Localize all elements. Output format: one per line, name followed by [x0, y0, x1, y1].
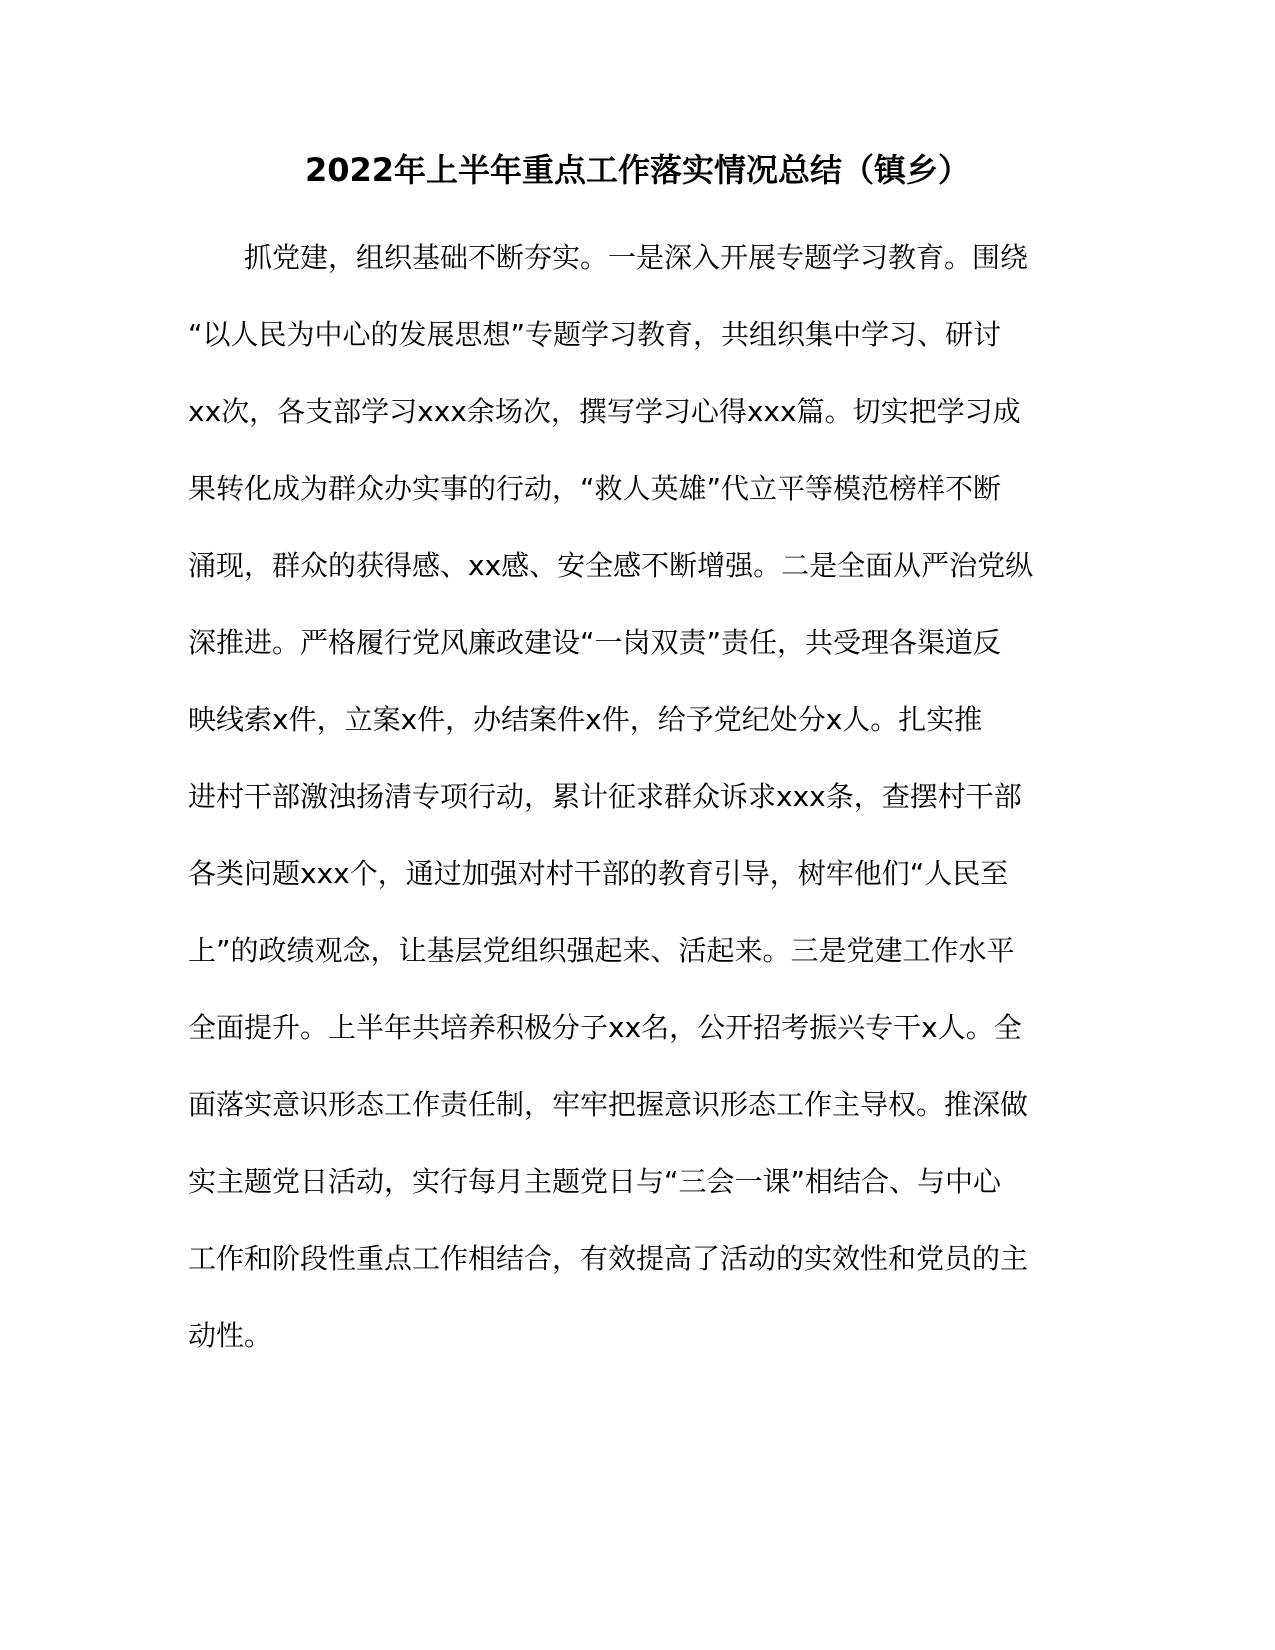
paragraph-line: 抓党建，组织基础不断夯实。一是深入开展专题学习教育。围绕 [244, 241, 1029, 274]
paragraph-line: 全面提升。上半年共培养积极分子xx名，公开招考振兴专干x人。全 [188, 1011, 1022, 1044]
paragraph-line: 动性。 [188, 1319, 273, 1352]
document-body [188, 236, 1088, 1391]
paragraph-line: 实主题党日活动，实行每月主题党日与“三会一课”相结合、与中心 [188, 1165, 1002, 1198]
paragraph-line: 进村干部激浊扬清专项行动，累计征求群众诉求xxx条，查摆村干部 [188, 780, 1022, 813]
document-title: 2022年上半年重点工作落实情况总结（镇乡） [304, 151, 971, 189]
paragraph-line: 果转化成为群众办实事的行动，“救人英雄”代立平等模范榜样不断 [188, 472, 1002, 505]
paragraph-line: 面落实意识形态工作责任制，牢牢把握意识形态工作主导权。推深做 [188, 1088, 1029, 1121]
paragraph-line: “以人民为中心的发展思想”专题学习教育，共组织集中学习、研讨 [188, 318, 1002, 351]
paragraph-line: 各类问题xxx个，通过加强对村干部的教育引导，树牢他们“人民至 [188, 857, 1009, 890]
paragraph-line: xx次，各支部学习xxx余场次，撰写学习心得xxx篇。切实把学习成 [188, 395, 1021, 428]
paragraph-line: 深推进。严格履行党风廉政建设“一岗双责”责任，共受理各渠道反 [188, 626, 1002, 659]
paragraph-line: 上”的政绩观念，让基层党组织强起来、活起来。三是党建工作水平 [188, 934, 1015, 967]
paragraph-line: 映线索x件，立案x件，办结案件x件，给予党纪处分x人。扎实推 [188, 703, 983, 736]
paragraph-line: 工作和阶段性重点工作相结合，有效提高了活动的实效性和党员的主 [188, 1242, 1029, 1275]
paragraph-line: 涌现，群众的获得感、xx感、安全感不断增强。二是全面从严治党纵 [188, 549, 1034, 582]
